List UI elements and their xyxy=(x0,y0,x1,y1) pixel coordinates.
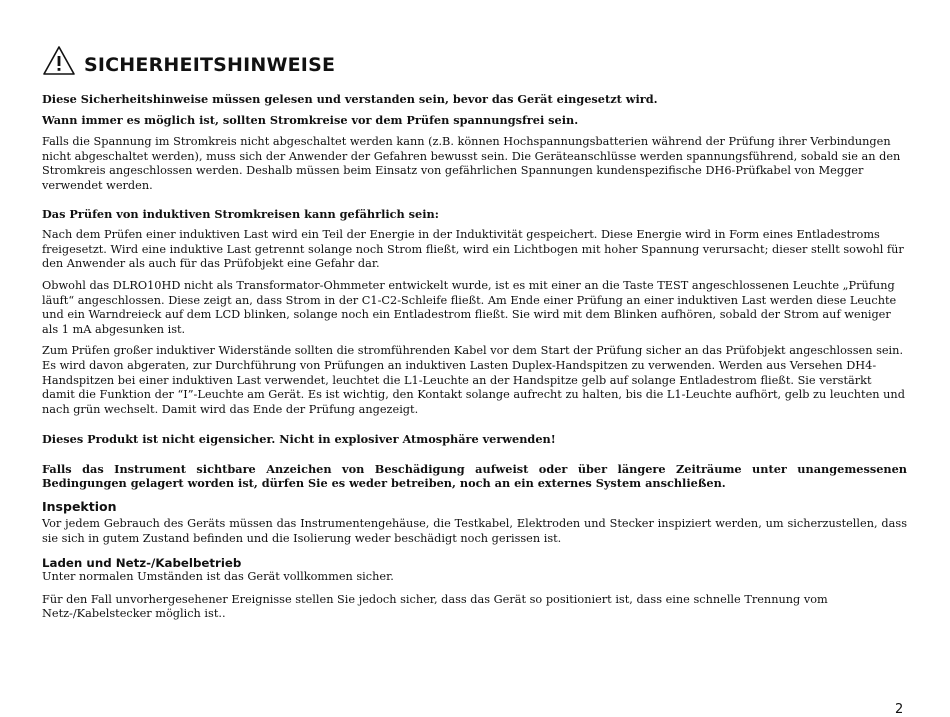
paragraph-test-lamp: Obwohl das DLRO10HD nicht als Transformator-Ohmmeter entwickelt wurde, ist es mit einer an die Taste TEST angeschlossenen Leuchte „Prüfung läuft“ angeschlossen. Diese zeigt an, dass Strom in der C1-C2-Schleife fließt. Am Ende einer Prüfung an einer induktiven Last werden diese Leuchte und ein Warndreieck auf dem LCD blinken, solange noch ein Entladestrom fließt. Sie wird mit dem Blinken aufhören, sobald der Strom auf weniger als 1 mA abgesunken ist. xyxy=(42,278,897,336)
page-content xyxy=(42,42,907,622)
intro-bold-1: Diese Sicherheitshinweise müssen gelesen und verstanden sein, bevor das Gerät eingesetzt wird. xyxy=(42,92,658,106)
warning-damage: Falls das Instrument sichtbare Anzeichen von Beschädigung aufweist oder über längere Zeiträume unter unangemessenen Bedingungen gelagert worden ist, dürfen Sie es weder betreiben, noch an ein externes System anschließen. xyxy=(42,461,907,491)
inspection-text: Vor jedem Gebrauch des Geräts müssen das Instrumentengehäuse, die Testkabel, Elektroden und Stecker inspiziert werden, um sicherzustellen, dass sie sich in gutem Zustand befinden und die Isolierung weder beschädigt noch gerissen ist. xyxy=(42,517,907,545)
paragraph-voltage: Falls die Spannung im Stromkreis nicht abgeschaltet werden kann (z.B. können Hochspannungsbatterien während der Prüfung ihrer Verbindungen nicht abgeschaltet werden), muss sich der Anwender der Gefahren bewusst sein. Die Geräteanschlüsse werden spannungsführend, sobald sie an den Stromkreis angeschlossen werden. Deshalb müssen beim Einsatz von gefährlichen Spannungen kundenspezifische DH6-Prüfkabel von Megger verwendet werden. xyxy=(42,135,901,192)
charging-text-1: Unter normalen Umständen ist das Gerät vollkommen sicher. xyxy=(42,570,394,584)
page-title: SICHERHEITSHINWEISE xyxy=(84,54,336,76)
page-number: 2 xyxy=(895,702,904,717)
warning-atex: Dieses Produkt ist nicht eigensicher. Nicht in explosiver Atmosphäre verwenden! xyxy=(42,432,556,447)
paragraph-duplex-probes: Zum Prüfen großer induktiver Widerstände sollten die stromführenden Kabel vor dem Start der Prüfung sicher an das Prüfobjekt angeschlossen sein. Es wird davon abgeraten, zur Durchführung von Prüfungen an induktiven Lasten Duplex-Handspitzen zu verwenden. Werden aus Versehen DH4-Handspitzen bei einer induktiven Last verwendet, leuchtet die L1-Leuchte an der Handspitze gelb auf solange Entladestrom fließt. Sie verstärkt damit die Funktion der “I”-Leuchte am Gerät. Es ist wichtig, den Kontakt solange aufrecht zu halten, bis die L1-Leuchte aufhört, gelb zu leuchten und nach grün wechselt. Damit wird das Ende der Prüfung angezeigt. xyxy=(42,344,905,416)
charging-text-2: Für den Fall unvorhergesehener Ereignisse stellen Sie jedoch sicher, dass das Gerät so positioniert ist, dass eine schnelle Trennung vom Netz-/Kabelstecker möglich ist.. xyxy=(42,592,828,621)
title-row xyxy=(42,42,907,80)
inductive-heading: Das Prüfen von induktiven Stromkreisen kann gefährlich sein: xyxy=(42,206,439,221)
intro-bold-2: Wann immer es möglich ist, sollten Stromkreise vor dem Prüfen spannungsfrei sein. xyxy=(42,112,579,127)
warning-triangle-icon xyxy=(42,45,76,77)
inspection-heading: Inspektion xyxy=(42,499,117,515)
charging-heading: Laden und Netz-/Kabelbetrieb xyxy=(42,556,242,571)
paragraph-inductive-energy: Nach dem Prüfen einer induktiven Last wird ein Teil der Energie in der Induktivität gespeichert. Diese Energie wird in Form eines Entladestroms freigesetzt. Wird eine induktive Last getrennt solange noch Strom fließt, wird ein Lichtbogen mit hoher Spannung verursacht; dieser stellt sowohl für den Anwender als auch für das Prüfobjekt eine Gefahr dar. xyxy=(42,228,904,271)
